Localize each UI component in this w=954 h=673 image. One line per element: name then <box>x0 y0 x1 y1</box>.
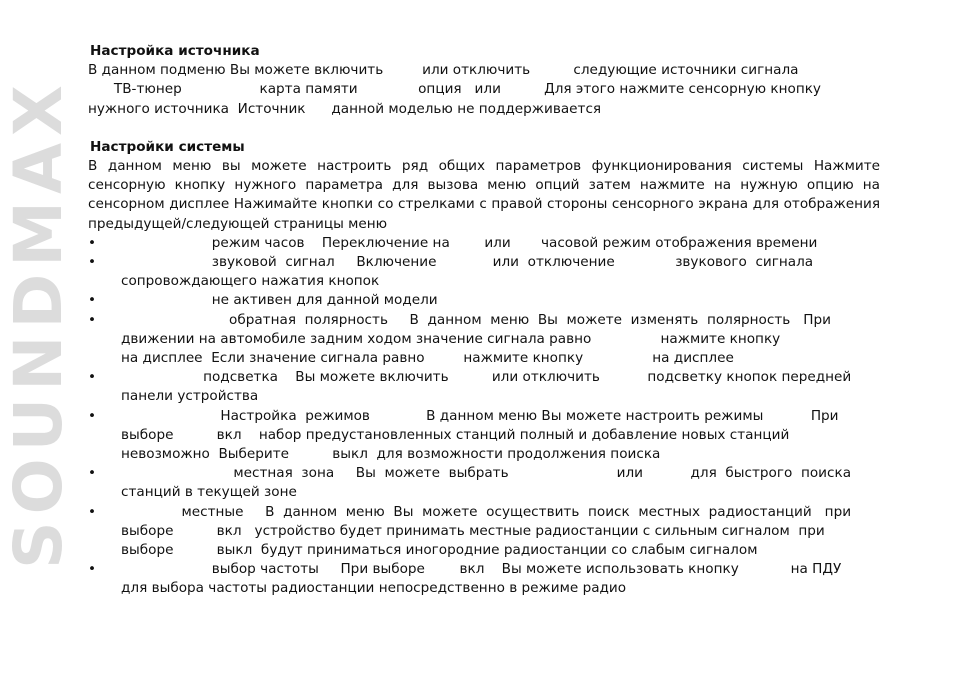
section-title-system: Настройки системы <box>90 138 245 155</box>
list-item-line: Настройка режимов В данном меню Вы можете настроить режимы При <box>121 407 839 424</box>
settings-list-item <box>88 464 880 502</box>
bullet-icon: • <box>88 234 97 251</box>
list-item-line: выборе выкл будут приниматься иногородние радиостанции со слабым сигналом <box>121 542 758 559</box>
bullet-icon: • <box>88 292 97 309</box>
bullet-icon: • <box>88 254 97 271</box>
list-item-line: выборе вкл устройство будет принимать местные радиостанции с сильным сигналом при <box>121 522 825 539</box>
bullet-icon: • <box>88 369 97 386</box>
bullet-icon: • <box>88 465 97 482</box>
settings-list-item <box>88 560 880 598</box>
list-item-line: местная зона Вы можете выбрать или для быстрого поиска <box>121 465 852 482</box>
soundmax-watermark <box>0 18 77 628</box>
settings-list <box>88 234 880 599</box>
bullet-icon: • <box>88 311 97 328</box>
settings-list-item <box>88 311 880 369</box>
settings-list-item <box>88 503 880 561</box>
list-item-line: не активен для данной модели <box>121 292 438 309</box>
list-item-line: местные В данном меню Вы можете осуществить поиск местных радиостанций при <box>121 503 852 520</box>
list-item-line: сопровождающего нажатия кнопок <box>121 273 380 290</box>
list-item-line: станций в текущей зоне <box>121 484 297 501</box>
bullet-icon: • <box>88 561 97 578</box>
source-paragraph <box>88 61 880 119</box>
list-item-line: режим часов Переключение на или часовой режим отображения времени <box>121 234 818 251</box>
list-item-line: выбор частоты При выборе вкл Вы можете использовать кнопку на ПДУ <box>121 561 842 578</box>
list-item-line: подсветка Вы можете включить или отключить подсветку кнопок передней <box>121 369 852 386</box>
source-line: ТВ-тюнер карта памяти опция или Для этого нажмите сенсорную кнопку <box>88 81 821 98</box>
document-page <box>88 42 880 599</box>
list-item-line: движении на автомобиле задним ходом значение сигнала равно нажмите кнопку <box>121 330 781 347</box>
list-item-line: на дисплее Если значение сигнала равно нажмите кнопку на дисплее <box>121 350 734 367</box>
source-line: нужного источника Источник данной моделью не поддерживается <box>88 100 602 117</box>
list-item-line: выборе вкл набор предустановленных станций полный и добавление новых станций <box>121 426 790 443</box>
list-item-line: невозможно Выберите выкл для возможности продолжения поиска <box>121 446 661 463</box>
settings-list-item <box>88 368 880 406</box>
list-item-line: панели устройства <box>121 388 259 405</box>
watermark-text: SOUNDMAX <box>0 77 77 569</box>
list-item-line: обратная полярность В данном меню Вы можете изменять полярность При <box>121 311 831 328</box>
system-intro-paragraph: В данном меню вы можете настроить ряд общих параметров функционирования системы Нажмите сенсорную кнопку нужного параметра для вызова меню опций затем нажмите на нужную опцию на сенсорном дисплее Нажимайте кнопки со стрелками с правой стороны сенсорного экрана для отображения предыдущей/следующей страницы меню <box>88 158 880 232</box>
list-item-line: звуковой сигнал Включение или отключение звукового сигнала <box>121 254 814 271</box>
list-item-line: для выбора частоты радиостанции непосредственно в режиме радио <box>121 580 627 597</box>
settings-list-item <box>88 253 880 291</box>
section-title-source: Настройка источника <box>90 43 260 59</box>
bullet-icon: • <box>88 503 97 520</box>
settings-list-item <box>88 407 880 465</box>
settings-list-item <box>88 291 880 310</box>
source-line: В данном подменю Вы можете включить или отключить следующие источники сигнала <box>88 62 799 79</box>
settings-list-item <box>88 234 880 253</box>
bullet-icon: • <box>88 407 97 424</box>
